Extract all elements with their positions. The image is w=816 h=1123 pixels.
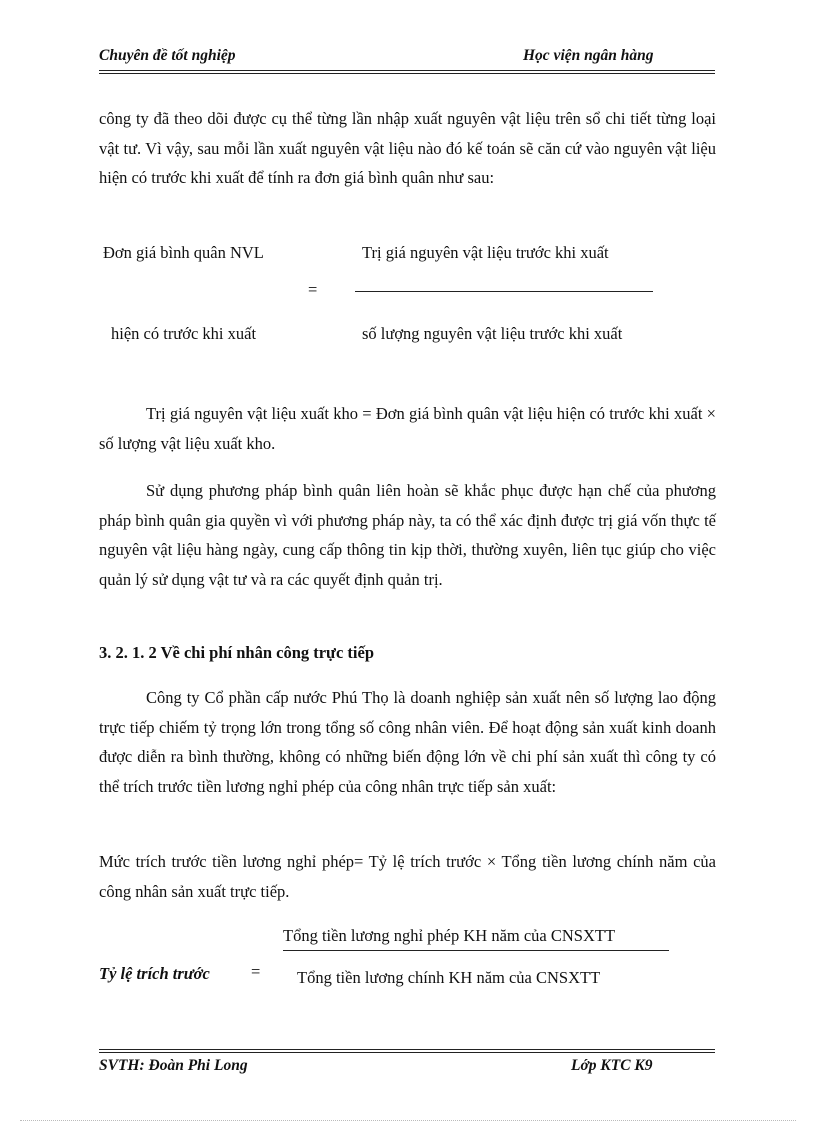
formula2-numerator: Tổng tiền lương nghỉ phép KH năm của CNSXTT	[283, 926, 616, 945]
footer-left: SVTH: Đoàn Phi Long	[99, 1057, 248, 1074]
formula2-denominator: Tổng tiền lương chính KH năm của CNSXTT	[297, 968, 601, 987]
header-right: Học viện ngân hàng	[523, 47, 654, 64]
formula2-fraction-bar	[283, 950, 669, 951]
formula1-lhs-top: Đơn giá bình quân NVL	[103, 243, 264, 262]
footer-rule	[99, 1049, 715, 1053]
formula1-fraction-bar	[355, 291, 653, 292]
formula2-lhs: Tỷ lệ trích trước	[99, 964, 210, 983]
formula1-lhs-bottom: hiện có trước khi xuất	[111, 324, 257, 343]
paragraph-2: Trị giá nguyên vật liệu xuất kho = Đơn giá bình quân vật liệu hiện có trước khi xuất × số lượng vật liệu xuất kho.	[99, 404, 716, 453]
section-heading: 3. 2. 1. 2 Về chi phí nhân công trực tiếp	[99, 643, 374, 662]
paragraph-3: Sử dụng phương pháp bình quân liên hoàn sẽ khắc phục được hạn chế của phương pháp bình quân gia quyền vì với phương pháp này, ta có thể xác định được trị giá vốn thực tế nguyên vật liệu hàng ngày, cung cấp thông tin kịp thời, thường xuyên, liên tục giúp cho việc quản lý sử dụng vật tư và ra các quyết định quản trị.	[99, 481, 716, 589]
footer-right: Lớp KTC K9	[571, 1057, 653, 1074]
paragraph-4: Công ty Cổ phần cấp nước Phú Thọ là doanh nghiệp sản xuất nên số lượng lao động trực tiếp chiếm tỷ trọng lớn trong tổng số công nhân viên. Để hoạt động sản xuất kinh doanh được diễn ra bình thường, không có những biến động lớn về chi phí sản xuất thì công ty có thể trích trước tiền lương nghỉ phép của công nhân trực tiếp sản xuất:	[99, 688, 716, 796]
formula1-denominator: số lượng nguyên vật liệu trước khi xuất	[362, 324, 623, 343]
formula1-numerator: Trị giá nguyên vật liệu trước khi xuất	[362, 243, 609, 262]
formula1-equals: =	[308, 280, 318, 299]
page-edge-dots	[20, 1120, 796, 1121]
formula2-equals: =	[251, 962, 261, 981]
paragraph-1: công ty đã theo dõi được cụ thể từng lần nhập xuất nguyên vật liệu trên sổ chi tiết từng loại vật tư. Vì vậy, sau mỗi lần xuất nguyên vật liệu nào đó kế toán sẽ căn cứ vào nguyên vật liệu hiện có trước khi xuất để tính ra đơn giá bình quân như sau:	[99, 109, 716, 187]
paragraph-5: Mức trích trước tiền lương nghỉ phép= Tỷ lệ trích trước × Tổng tiền lương chính năm của công nhân sản xuất trực tiếp.	[99, 852, 716, 901]
header-left: Chuyên đề tốt nghiệp	[99, 47, 236, 64]
header-rule	[99, 70, 715, 74]
